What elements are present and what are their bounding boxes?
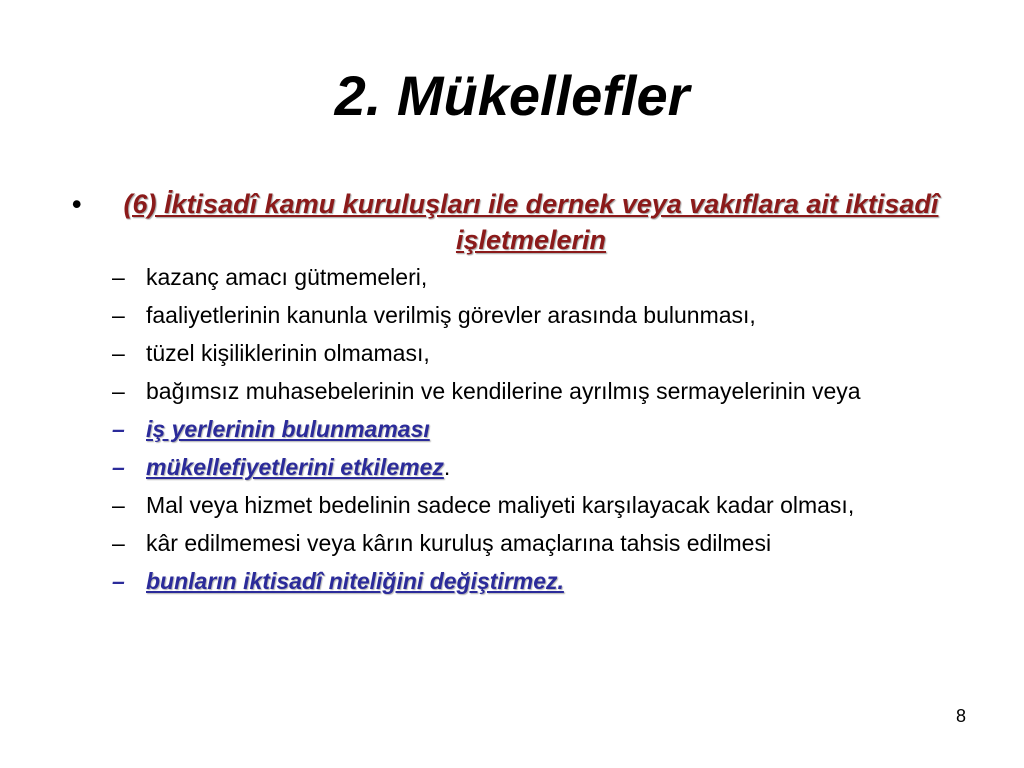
subpoint-list — [112, 262, 972, 604]
main-point-heading: (6) İktisadî kamu kuruluşları ile dernek veya vakıflara ait iktisadî işletmelerin — [123, 189, 939, 255]
list-item — [112, 490, 972, 520]
emphasized-subpoint-text: iş yerlerinin bulunmaması — [146, 416, 430, 442]
list-item — [112, 262, 972, 292]
list-item — [112, 566, 972, 596]
subpoint-text: Mal veya hizmet bedelinin sadece maliyeti karşılayacak kadar olması, — [146, 492, 855, 518]
dash-marker: – — [112, 454, 125, 480]
bullet-dot: • — [72, 189, 82, 219]
main-bullet — [72, 186, 962, 258]
emphasized-subpoint-text: mükellefiyetlerini etkilemez — [146, 454, 444, 480]
dash-marker: – — [112, 568, 125, 594]
slide-title: 2. Mükellefler — [334, 64, 690, 127]
dash-marker: – — [112, 302, 125, 328]
list-item — [112, 338, 972, 368]
subpoint-text: tüzel kişiliklerinin olmaması, — [146, 340, 430, 366]
list-item — [112, 528, 972, 558]
subpoint-text: bağımsız muhasebelerinin ve kendilerine ayrılmış sermayelerinin veya — [146, 378, 861, 404]
dash-marker: – — [112, 264, 125, 290]
dash-marker: – — [112, 340, 125, 366]
list-item — [112, 414, 972, 444]
dash-marker: – — [112, 416, 125, 442]
page-number: 8 — [955, 706, 966, 726]
dash-marker: – — [112, 530, 125, 556]
dash-marker: – — [112, 492, 125, 518]
emphasized-subpoint-text: bunların iktisadî niteliğini değiştirmez. — [146, 568, 564, 594]
list-item — [112, 376, 972, 406]
list-item — [112, 300, 972, 330]
subpoint-text: faaliyetlerinin kanunla verilmiş görevler arasında bulunması, — [146, 302, 756, 328]
list-item — [112, 452, 972, 482]
dash-marker: – — [112, 378, 125, 404]
subpoint-tail: . — [443, 454, 451, 480]
subpoint-text: kazanç amacı gütmemeleri, — [146, 264, 428, 290]
subpoint-text: kâr edilmemesi veya kârın kuruluş amaçlarına tahsis edilmesi — [146, 530, 772, 556]
